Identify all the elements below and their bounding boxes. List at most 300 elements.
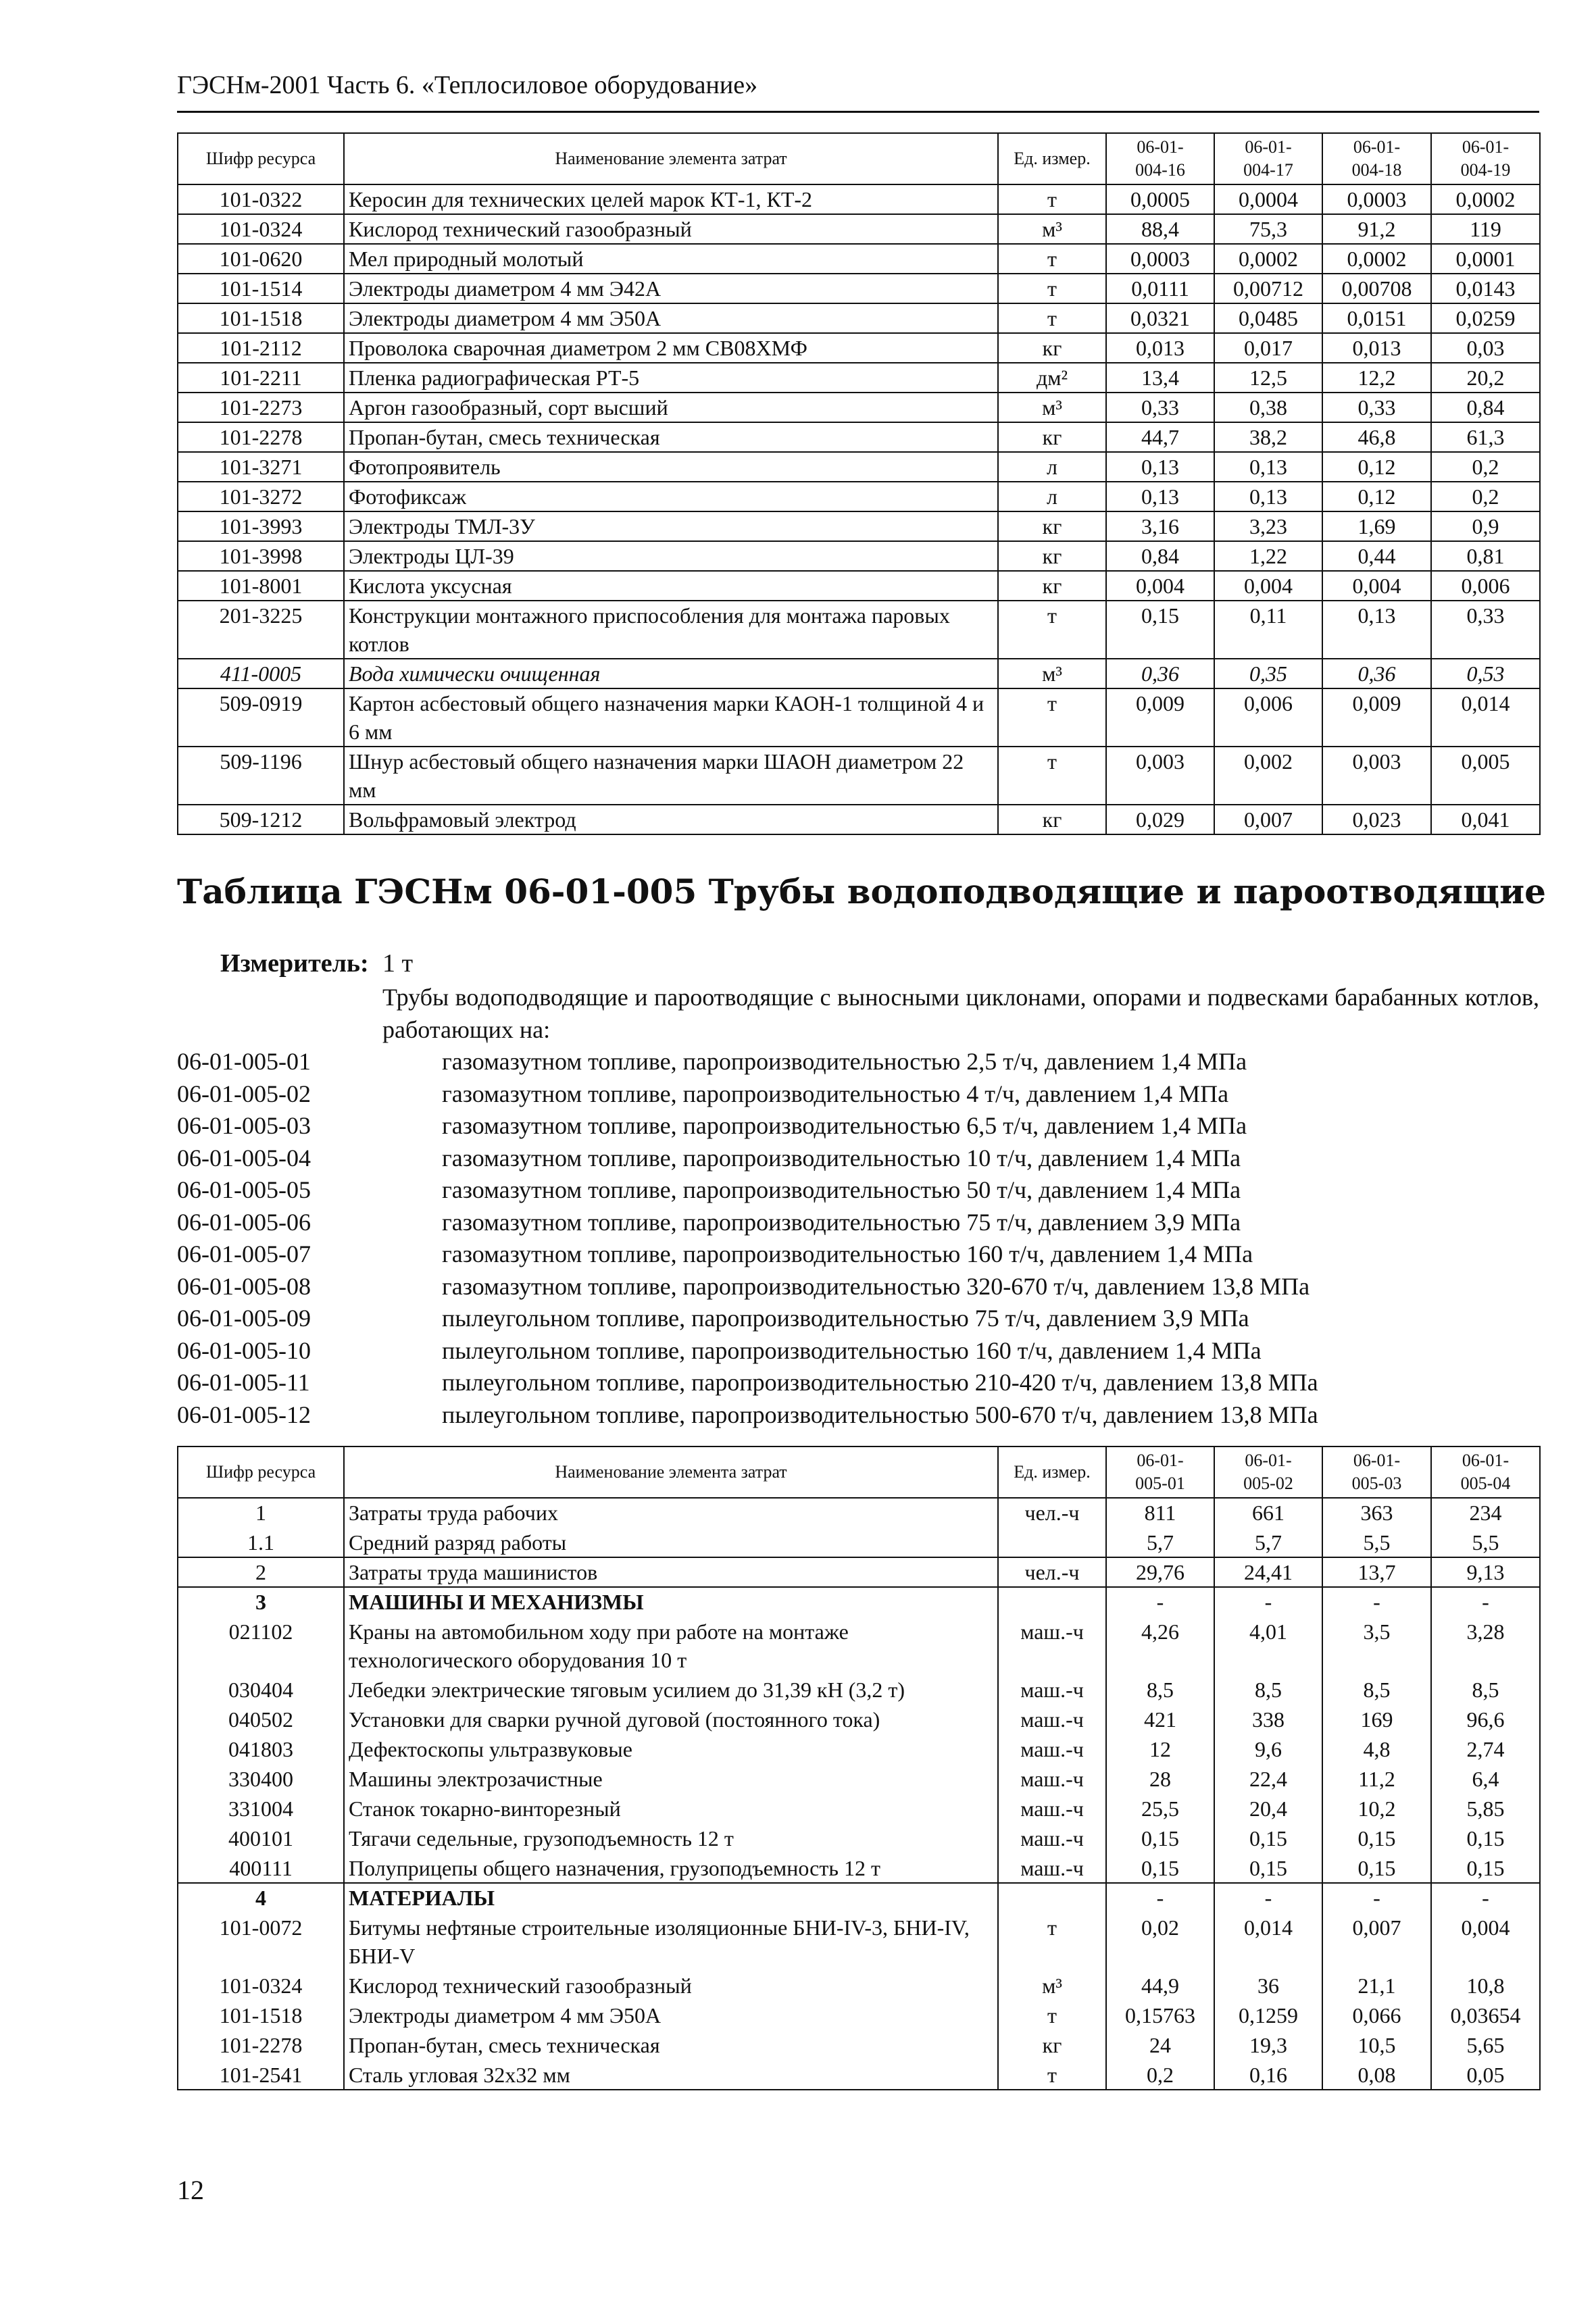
cost-element-name: Керосин для технических целей марок КТ-1, КТ-2 — [344, 184, 998, 214]
unit-of-measure: м³ — [998, 393, 1106, 422]
norm-value: 75,3 — [1214, 214, 1322, 244]
norm-value: 5,65 — [1431, 2030, 1540, 2060]
variant-description: газомазутном топливе, паропроизводительностью 4 т/ч, давлением 1,4 МПа — [442, 1080, 1229, 1107]
norm-value: 0,014 — [1214, 1913, 1322, 1971]
cost-element-name: Затраты труда машинистов — [344, 1557, 998, 1587]
norm-value: 0,013 — [1322, 333, 1431, 363]
variant-description: пылеугольном топливе, паропроизводительностью 500-670 т/ч, давлением 13,8 МПа — [442, 1401, 1318, 1428]
norm-value: 0,15 — [1431, 1823, 1540, 1853]
col-header-unit: Ед. измер. — [998, 133, 1106, 184]
running-header: ГЭСНм-2001 Часть 6. «Теплосиловое оборудование» — [177, 71, 758, 99]
table-row — [178, 1764, 1540, 1794]
variant-list — [177, 1046, 1539, 1431]
resource-code: 101-3271 — [178, 452, 344, 482]
norm-value: 0,00712 — [1214, 274, 1322, 303]
cost-element-name: Средний разряд работы — [344, 1528, 998, 1557]
table-row — [178, 1883, 1540, 1913]
table-row — [178, 303, 1540, 333]
norm-value: 8,5 — [1106, 1675, 1214, 1705]
norm-value: 0,36 — [1322, 659, 1431, 688]
col-header-variant: 06-01- 004-16 — [1106, 133, 1214, 184]
norm-value: 0,38 — [1214, 393, 1322, 422]
cost-element-name: Электроды ТМЛ-3У — [344, 511, 998, 541]
norm-value: 0,35 — [1214, 659, 1322, 688]
unit-of-measure: кг — [998, 541, 1106, 571]
norm-value: 0,15 — [1322, 1823, 1431, 1853]
norm-value: 4,26 — [1106, 1617, 1214, 1675]
norm-value: - — [1214, 1883, 1322, 1913]
norm-value: 0,0485 — [1214, 303, 1322, 333]
norm-value: 0,15763 — [1106, 2001, 1214, 2030]
page-number: 12 — [177, 2175, 204, 2205]
unit-of-measure: л — [998, 482, 1106, 511]
table-row — [178, 274, 1540, 303]
cost-element-name: Станок токарно-винторезный — [344, 1794, 998, 1823]
norm-value: 0,15 — [1106, 601, 1214, 659]
unit-of-measure: м³ — [998, 1971, 1106, 2001]
table-row — [178, 2060, 1540, 2090]
norm-value: 0,15 — [1214, 1853, 1322, 1883]
norm-value: 661 — [1214, 1498, 1322, 1528]
norm-value: 46,8 — [1322, 422, 1431, 452]
norm-value: - — [1431, 1587, 1540, 1617]
variant-code: 06-01-005-10 — [177, 1336, 311, 1364]
table-row — [178, 541, 1540, 571]
norm-value: 10,8 — [1431, 1971, 1540, 2001]
unit-of-measure: маш.-ч — [998, 1764, 1106, 1794]
resource-code: 411-0005 — [178, 659, 344, 688]
resource-code: 041803 — [178, 1734, 344, 1764]
resource-code: 101-1518 — [178, 303, 344, 333]
cost-element-name: Сталь угловая 32х32 мм — [344, 2060, 998, 2090]
table-row — [178, 659, 1540, 688]
norm-value: 338 — [1214, 1705, 1322, 1734]
col-header-variant: 06-01- 005-03 — [1322, 1447, 1431, 1498]
norm-value: 0,002 — [1214, 747, 1322, 805]
variant-code: 06-01-005-01 — [177, 1048, 311, 1075]
norm-value: - — [1106, 1883, 1214, 1913]
table-row — [178, 214, 1540, 244]
norm-value: 61,3 — [1431, 422, 1540, 452]
norm-value: 0,007 — [1322, 1913, 1431, 1971]
table-row — [178, 244, 1540, 274]
norm-value: 0,15 — [1214, 1823, 1322, 1853]
resource-code: 101-2211 — [178, 363, 344, 393]
variant-item — [177, 1303, 1539, 1335]
norm-value: 9,13 — [1431, 1557, 1540, 1587]
unit-of-measure: т — [998, 274, 1106, 303]
norm-value: 96,6 — [1431, 1705, 1540, 1734]
norm-value: 0,014 — [1431, 688, 1540, 747]
unit-of-measure: т — [998, 2060, 1106, 2090]
resource-code: 400111 — [178, 1853, 344, 1883]
cost-element-name: Дефектоскопы ультразвуковые — [344, 1734, 998, 1764]
norm-value: 28 — [1106, 1764, 1214, 1794]
variant-description: газомазутном топливе, паропроизводительностью 320-670 т/ч, давлением 13,8 МПа — [442, 1272, 1310, 1300]
variant-description: пылеугольном топливе, паропроизводительностью 160 т/ч, давлением 1,4 МПа — [442, 1336, 1262, 1364]
cost-element-name: Фотопроявитель — [344, 452, 998, 482]
norm-value: 3,5 — [1322, 1617, 1431, 1675]
norm-value: 8,5 — [1214, 1675, 1322, 1705]
table-row — [178, 601, 1540, 659]
variant-item — [177, 1335, 1539, 1367]
resource-code: 101-3272 — [178, 482, 344, 511]
norm-value: 22,4 — [1214, 1764, 1322, 1794]
norm-value: 0,53 — [1431, 659, 1540, 688]
norm-value: 0,2 — [1106, 2060, 1214, 2090]
unit-of-measure: л — [998, 452, 1106, 482]
norm-value: 0,041 — [1431, 805, 1540, 834]
unit-of-measure: маш.-ч — [998, 1734, 1106, 1764]
norm-value: 234 — [1431, 1498, 1540, 1528]
variant-item — [177, 1174, 1539, 1207]
norm-value: 0,9 — [1431, 511, 1540, 541]
unit-of-measure — [998, 1587, 1106, 1617]
variant-item — [177, 1399, 1539, 1432]
norm-value: 169 — [1322, 1705, 1431, 1734]
norm-value: 44,9 — [1106, 1971, 1214, 2001]
variant-item — [177, 1367, 1539, 1399]
table-row — [178, 363, 1540, 393]
resource-table-005 — [177, 1446, 1541, 2090]
resource-code: 101-0324 — [178, 214, 344, 244]
variant-item — [177, 1078, 1539, 1111]
norm-value: 0,13 — [1106, 482, 1214, 511]
variant-code: 06-01-005-03 — [177, 1112, 311, 1139]
norm-value: 0,44 — [1322, 541, 1431, 571]
variant-description: газомазутном топливе, паропроизводительностью 160 т/ч, давлением 1,4 МПа — [442, 1240, 1253, 1267]
unit-of-measure: т — [998, 688, 1106, 747]
unit-of-measure — [998, 1883, 1106, 1913]
resource-code: 101-2278 — [178, 2030, 344, 2060]
norm-value: 0,0002 — [1322, 244, 1431, 274]
resource-code: 400101 — [178, 1823, 344, 1853]
cost-element-name: Пленка радиографическая РТ-5 — [344, 363, 998, 393]
norm-value: 0,08 — [1322, 2060, 1431, 2090]
table-row — [178, 1498, 1540, 1528]
norm-value: 1,69 — [1322, 511, 1431, 541]
unit-of-measure: м³ — [998, 214, 1106, 244]
col-header-name: Наименование элемента затрат — [344, 133, 998, 184]
cost-element-name: Машины электрозачистные — [344, 1764, 998, 1794]
unit-of-measure: т — [998, 2001, 1106, 2030]
norm-value: 0,81 — [1431, 541, 1540, 571]
norm-value: 0,0004 — [1214, 184, 1322, 214]
resource-code: 030404 — [178, 1675, 344, 1705]
norm-value: 0,004 — [1214, 571, 1322, 601]
unit-of-measure: м³ — [998, 659, 1106, 688]
norm-value: 0,006 — [1214, 688, 1322, 747]
variant-item — [177, 1238, 1539, 1271]
resource-code: 101-2112 — [178, 333, 344, 363]
resource-code: 101-0072 — [178, 1913, 344, 1971]
cost-element-name: Фотофиксаж — [344, 482, 998, 511]
norm-value: 12,5 — [1214, 363, 1322, 393]
norm-value: 1,22 — [1214, 541, 1322, 571]
norm-value: 0,33 — [1322, 393, 1431, 422]
table-row — [178, 511, 1540, 541]
norm-value: 0,15 — [1322, 1853, 1431, 1883]
variant-code: 06-01-005-05 — [177, 1176, 311, 1203]
norm-value: 0,004 — [1106, 571, 1214, 601]
resource-code: 201-3225 — [178, 601, 344, 659]
cost-element-name: Вода химически очищенная — [344, 659, 998, 688]
resource-code: 101-3998 — [178, 541, 344, 571]
norm-value: 5,7 — [1106, 1528, 1214, 1557]
measure-value: 1 т — [382, 949, 414, 978]
variant-description: газомазутном топливе, паропроизводительностью 2,5 т/ч, давлением 1,4 МПа — [442, 1048, 1247, 1075]
norm-value: 0,16 — [1214, 2060, 1322, 2090]
norm-value: 11,2 — [1322, 1764, 1431, 1794]
resource-code: 101-0324 — [178, 1971, 344, 2001]
norm-value: 12,2 — [1322, 363, 1431, 393]
table-row — [178, 2030, 1540, 2060]
table-row — [178, 747, 1540, 805]
resource-code: 330400 — [178, 1764, 344, 1794]
table-row — [178, 1675, 1540, 1705]
unit-of-measure: кг — [998, 571, 1106, 601]
cost-element-name: Проволока сварочная диаметром 2 мм СВ08ХМФ — [344, 333, 998, 363]
cost-element-name: Электроды диаметром 4 мм Э50А — [344, 303, 998, 333]
resource-code: 4 — [178, 1883, 344, 1913]
norm-value: 24 — [1106, 2030, 1214, 2060]
norm-value: 10,2 — [1322, 1794, 1431, 1823]
norm-value: 0,2 — [1431, 452, 1540, 482]
variant-code: 06-01-005-07 — [177, 1240, 311, 1267]
unit-of-measure: маш.-ч — [998, 1617, 1106, 1675]
norm-value: 20,2 — [1431, 363, 1540, 393]
norm-value: 25,5 — [1106, 1794, 1214, 1823]
norm-value: 10,5 — [1322, 2030, 1431, 2060]
cost-element-name: Электроды диаметром 4 мм Э42А — [344, 274, 998, 303]
col-header-variant: 06-01- 004-19 — [1431, 133, 1540, 184]
col-header-code: Шифр ресурса — [178, 1447, 344, 1498]
norm-value: 0,023 — [1322, 805, 1431, 834]
norm-value: 119 — [1431, 214, 1540, 244]
table-row — [178, 688, 1540, 747]
norm-value: 0,33 — [1431, 601, 1540, 659]
table-row — [178, 1913, 1540, 1971]
norm-value: 0,03 — [1431, 333, 1540, 363]
variant-description: пылеугольном топливе, паропроизводительностью 210-420 т/ч, давлением 13,8 МПа — [442, 1369, 1318, 1396]
cost-element-name: Кислота уксусная — [344, 571, 998, 601]
resource-code: 101-0620 — [178, 244, 344, 274]
norm-value: 0,0001 — [1431, 244, 1540, 274]
unit-of-measure: кг — [998, 422, 1106, 452]
resource-code: 101-8001 — [178, 571, 344, 601]
norm-value: 8,5 — [1431, 1675, 1540, 1705]
norm-value: 20,4 — [1214, 1794, 1322, 1823]
norm-value: 0,0321 — [1106, 303, 1214, 333]
cost-element-name: Электроды ЦЛ-39 — [344, 541, 998, 571]
variant-item — [177, 1142, 1539, 1175]
norm-value: - — [1214, 1587, 1322, 1617]
header-rule — [177, 111, 1539, 113]
variant-code: 06-01-005-11 — [177, 1369, 310, 1396]
norm-value: 0,013 — [1106, 333, 1214, 363]
variant-description: газомазутном топливе, паропроизводительностью 50 т/ч, давлением 1,4 МПа — [442, 1176, 1241, 1203]
variant-item — [177, 1207, 1539, 1239]
unit-of-measure: кг — [998, 511, 1106, 541]
cost-element-name: Мел природный молотый — [344, 244, 998, 274]
col-header-unit: Ед. измер. — [998, 1447, 1106, 1498]
resource-code: 509-1196 — [178, 747, 344, 805]
variant-code: 06-01-005-02 — [177, 1080, 311, 1107]
resource-code: 509-0919 — [178, 688, 344, 747]
norm-value: 5,5 — [1322, 1528, 1431, 1557]
norm-value: 421 — [1106, 1705, 1214, 1734]
norm-value: 19,3 — [1214, 2030, 1322, 2060]
norm-value: - — [1322, 1587, 1431, 1617]
norm-value: 0,2 — [1431, 482, 1540, 511]
variant-code: 06-01-005-12 — [177, 1401, 311, 1428]
norm-value: 38,2 — [1214, 422, 1322, 452]
table-row — [178, 184, 1540, 214]
norm-value: 3,23 — [1214, 511, 1322, 541]
resource-code: 101-3993 — [178, 511, 344, 541]
norm-value: 0,0143 — [1431, 274, 1540, 303]
norm-value: - — [1431, 1883, 1540, 1913]
table-row — [178, 1823, 1540, 1853]
norm-value: 0,12 — [1322, 452, 1431, 482]
norm-value: 0,0111 — [1106, 274, 1214, 303]
unit-of-measure: чел.-ч — [998, 1557, 1106, 1587]
cost-element-name: Конструкции монтажного приспособления для монтажа паровых котлов — [344, 601, 998, 659]
norm-value: 811 — [1106, 1498, 1214, 1528]
norm-value: 0,009 — [1322, 688, 1431, 747]
norm-value: 0,03654 — [1431, 2001, 1540, 2030]
cost-element-name: Шнур асбестовый общего назначения марки ШАОН диаметром 22 мм — [344, 747, 998, 805]
norm-value: 0,003 — [1106, 747, 1214, 805]
resource-table-004 — [177, 132, 1541, 835]
norm-value: - — [1322, 1883, 1431, 1913]
norm-value: 4,01 — [1214, 1617, 1322, 1675]
norm-value: 8,5 — [1322, 1675, 1431, 1705]
resource-code: 040502 — [178, 1705, 344, 1734]
norm-value: 0,33 — [1106, 393, 1214, 422]
variant-item — [177, 1110, 1539, 1142]
section-title: Таблица ГЭСНм 06-01-005 Трубы водоподводящие и пароотводящие — [177, 872, 1546, 911]
variant-description: газомазутном топливе, паропроизводительностью 10 т/ч, давлением 1,4 МПа — [442, 1144, 1241, 1172]
unit-of-measure: кг — [998, 805, 1106, 834]
col-header-variant: 06-01- 005-04 — [1431, 1447, 1540, 1498]
table-row — [178, 1853, 1540, 1883]
table-row — [178, 452, 1540, 482]
norm-value: 0,066 — [1322, 2001, 1431, 2030]
table-row — [178, 805, 1540, 834]
unit-of-measure: маш.-ч — [998, 1823, 1106, 1853]
norm-value: 0,84 — [1431, 393, 1540, 422]
norm-value: 3,16 — [1106, 511, 1214, 541]
cost-element-name: Аргон газообразный, сорт высший — [344, 393, 998, 422]
resource-code: 101-0322 — [178, 184, 344, 214]
unit-of-measure: маш.-ч — [998, 1853, 1106, 1883]
norm-value: 0,0003 — [1106, 244, 1214, 274]
table-row — [178, 1587, 1540, 1617]
col-header-variant: 06-01- 005-01 — [1106, 1447, 1214, 1498]
resource-code: 101-2541 — [178, 2060, 344, 2090]
norm-value: 91,2 — [1322, 214, 1431, 244]
variant-code: 06-01-005-09 — [177, 1305, 311, 1332]
norm-value: 0,13 — [1322, 601, 1431, 659]
unit-of-measure: кг — [998, 2030, 1106, 2060]
unit-of-measure: дм² — [998, 363, 1106, 393]
cost-element-name: Электроды диаметром 4 мм Э50А — [344, 2001, 998, 2030]
cost-element-name: МАШИНЫ И МЕХАНИЗМЫ — [344, 1587, 998, 1617]
norm-value: 24,41 — [1214, 1557, 1322, 1587]
table-row — [178, 1557, 1540, 1587]
cost-element-name: Краны на автомобильном ходу при работе на монтаже технологического оборудования 10 т — [344, 1617, 998, 1675]
norm-value: 0,12 — [1322, 482, 1431, 511]
col-header-code: Шифр ресурса — [178, 133, 344, 184]
norm-value: 0,029 — [1106, 805, 1214, 834]
norm-value: 9,6 — [1214, 1734, 1322, 1764]
unit-of-measure: маш.-ч — [998, 1675, 1106, 1705]
measure-label: Измеритель: — [220, 949, 369, 978]
norm-value: 3,28 — [1431, 1617, 1540, 1675]
norm-value: - — [1106, 1587, 1214, 1617]
cost-element-name: Полуприцепы общего назначения, грузоподъемность 12 т — [344, 1853, 998, 1883]
cost-element-name: Кислород технический газообразный — [344, 214, 998, 244]
resource-code: 509-1212 — [178, 805, 344, 834]
resource-code: 1 — [178, 1498, 344, 1528]
norm-value: 6,4 — [1431, 1764, 1540, 1794]
cost-element-name: Тягачи седельные, грузоподъемность 12 т — [344, 1823, 998, 1853]
norm-value: 5,85 — [1431, 1794, 1540, 1823]
norm-value: 0,11 — [1214, 601, 1322, 659]
cost-element-name: Пропан-бутан, смесь техническая — [344, 2030, 998, 2060]
variant-description: газомазутном топливе, паропроизводительностью 75 т/ч, давлением 3,9 МПа — [442, 1208, 1241, 1236]
table-row — [178, 482, 1540, 511]
norm-value: 0,004 — [1431, 1913, 1540, 1971]
norm-value: 0,13 — [1214, 452, 1322, 482]
cost-element-name: Затраты труда рабочих — [344, 1498, 998, 1528]
variant-description: пылеугольном топливе, паропроизводительностью 75 т/ч, давлением 3,9 МПа — [442, 1305, 1249, 1332]
unit-of-measure: т — [998, 244, 1106, 274]
resource-code: 3 — [178, 1587, 344, 1617]
norm-value: 0,15 — [1431, 1853, 1540, 1883]
table-row — [178, 2001, 1540, 2030]
norm-value: 44,7 — [1106, 422, 1214, 452]
norm-value: 0,009 — [1106, 688, 1214, 747]
table-row — [178, 571, 1540, 601]
resource-code: 101-2278 — [178, 422, 344, 452]
norm-value: 88,4 — [1106, 214, 1214, 244]
norm-value: 0,36 — [1106, 659, 1214, 688]
unit-of-measure: т — [998, 1913, 1106, 1971]
norm-value: 5,7 — [1214, 1528, 1322, 1557]
unit-of-measure: т — [998, 303, 1106, 333]
norm-value: 363 — [1322, 1498, 1431, 1528]
norm-value: 0,0151 — [1322, 303, 1431, 333]
resource-code: 331004 — [178, 1794, 344, 1823]
col-header-name: Наименование элемента затрат — [344, 1447, 998, 1498]
norm-value: 0,05 — [1431, 2060, 1540, 2090]
norm-value: 0,0259 — [1431, 303, 1540, 333]
cost-element-name: Битумы нефтяные строительные изоляционные БНИ-IV-3, БНИ-IV, БНИ-V — [344, 1913, 998, 1971]
norm-value: 0,15 — [1106, 1823, 1214, 1853]
variant-item — [177, 1271, 1539, 1303]
norm-value: 0,007 — [1214, 805, 1322, 834]
variant-code: 06-01-005-06 — [177, 1208, 311, 1236]
norm-value: 4,8 — [1322, 1734, 1431, 1764]
table-row — [178, 1734, 1540, 1764]
norm-value: 0,003 — [1322, 747, 1431, 805]
norm-value: 0,1259 — [1214, 2001, 1322, 2030]
table-row — [178, 333, 1540, 363]
unit-of-measure — [998, 1528, 1106, 1557]
norm-value: 0,0003 — [1322, 184, 1431, 214]
